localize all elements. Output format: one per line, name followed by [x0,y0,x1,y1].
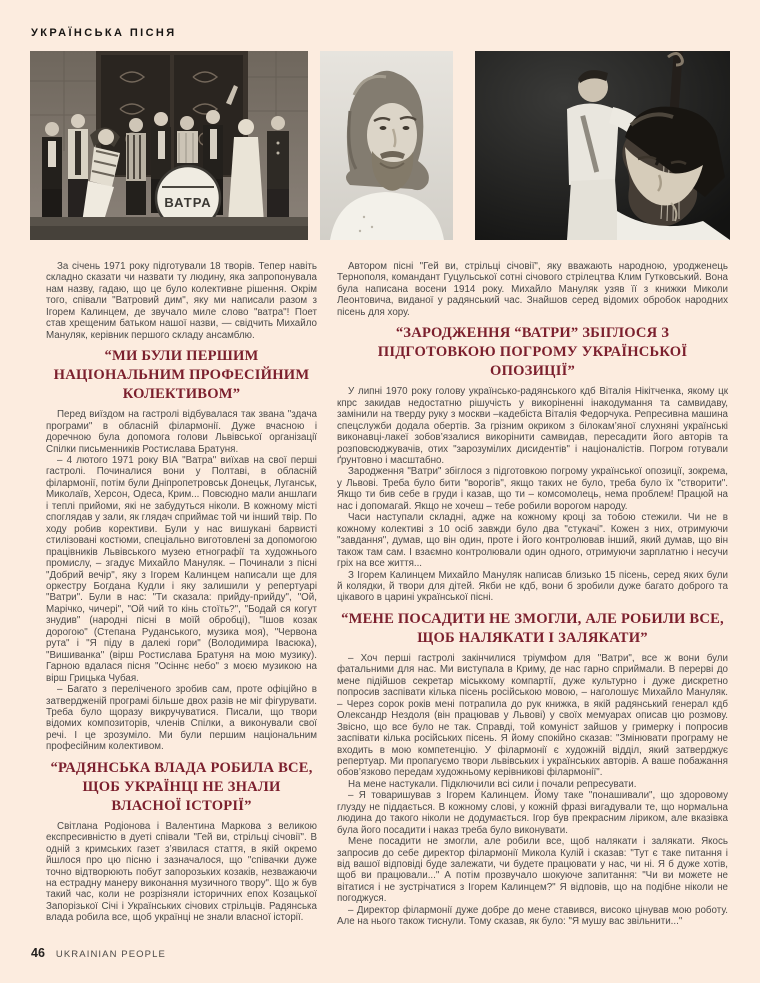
page-number: 46 [31,946,45,960]
article-paragraph: Світлана Родіонова і Валентина Маркова з великою експресивністю в дуеті співали "Гей ви, стрільці січовії". В одній з кримських газет з’явилася стаття, в якій окремо йшлося про цю пісню і зазначалося, що "співачки дуже точно відтворюють побут запорозьких козаків, незважаючи на естрадну манеру виконання музичного твору". Що ж був такий час, коли не розрізняли історичних епох Козацької Запорізької Січі і Українських січових стрільців. Радянська влада робила все, щоб українці не знали власної історії. [46,820,317,924]
article-paragraph: Мене посадити не змогли, але робили все, щоб налякати і залякати. Якось запросив до себе директор філармонії Микола Кулій і сказав: "Тут є таке питання і від вашої відповіді буде залежати, чи будете працювати у нас, чи ні. Я б дуже хотів, щоб ви працювали..." А потім прозвучало шокуюче запитання: "Чи ви можете не вітатися і не зустрічатися з Ігорем Калинцем?" Я відповів, що на подібне ніколи не погоджуся. [337,836,728,905]
portrait-photo [320,51,453,240]
section-heading: “ЗАРОДЖЕННЯ “ВАТРИ” ЗБІГЛОСЯ З ПІДГОТОВКОЮ ПОГРОМУ УКРАЇНСЬКОЇ ОПОЗИЦІЇ” [377,325,688,380]
vatra-band-photo [30,51,308,240]
article-paragraph: Автором пісні "Гей ви, стрільці січовії", яку вважають народною, уродженець Тернополя, командант Гуцульської сотні січового стрілецтва Клим Гутковський. Вона була написана восени 1914 року. Михайло Мануляк узяв її з книжки Миколи Леонтовича, виданої у радянський час. Знайшов серед відомих обробок народних пісень для хору. [337,261,728,318]
magazine-title: UKRAINIAN PEOPLE [55,949,166,960]
article-paragraph: У липні 1970 року голову українсько-радянського кдб Віталія Нікітченка, якому цк кпрс закидав недостатню рішучість у викоріненні інакодумання та самвидаву, замінили на тверду руку з москви –кадебіста Віталія Федорчука. Репресивна машина спецслужби додала обертів. За грізним окриком з білокам’яної слухняні українські виконавці-лакеї зобов’язалися викорінити самвидав, пересадити його авторів та розповсюджувачів, отих "зарозумілих дисидентів" і націоналістів. Погром готували ґрунтовно і масштабно. [337,386,728,466]
article-paragraph: Перед виїздом на гастролі відбувалася так звана "здача програми" в обласній філармонії. Дуже вчасною і доречною була допомога голови Львівської організації Спілки письменників Ростислава Братуня. [46,409,317,455]
article-paragraph: – Хоч перші гастролі закінчилися тріумфом для "Ватри", все ж вони були фатальними для нас. Ми виступала в Криму, де нас гарно сприймали. В перерві до мене підійшов секретар міськкому компартії, дуже культурно і дуже дискретно попросив заспівати кілька пісень російською мовою, – наголошує Михайло Мануляк. – Через сорок років мені потрапила до рук книжка, в якій радянський генерал кдб Олександр Нездоля (він працював у Львові) у своїх мемуарах описав цю розмову. Звісно, що все було не так. Справді, той комуніст зайшов у гримерку і попросив заспівати кілька російських пісень. Я йому спокійно сказав: "Змінювати програму не входить в мою компетенцію. У філармонії є художній відділ, який затверджує репертуар. Ми пропагуємо твори львівських і українських авторів. А ваше побажання обов’язково передам художньому керівникові філармонії". [337,652,728,779]
section-heading: “МИ БУЛИ ПЕРШИМ НАЦІОНАЛЬНИМ ПРОФЕСІЙНИМ КОЛЕКТИВОМ” [53,348,310,403]
article-paragraph: Часи наступали складні, адже на кожному кроці за тобою стежили. Чи не в кожному колективі з 10 осіб завжди було два "стукачі". Кожен з них, отримуючи "завдання", думав, що він один, проте і його контролював інший, який думав, що він також там сам. І взаємно контролювали один одного, отримуючи зарплатню і несучи гріх на все життя... [337,512,728,570]
section-heading: “РАДЯНСЬКА ВЛАДА РОБИЛА ВСЕ, ЩОБ УКРАЇНЦІ НЕ ЗНАЛИ ВЛАСНОЇ ІСТОРІЇ” [50,759,313,814]
page-footer [31,946,166,960]
article-paragraph: – Я товаришував з Ігорем Калинцем. Йому таке "понашивали", що здоровому глузду не піддається. В кожному слові, у кожній фразі вигадували те, що нормальна людина до такого ніколи не додумається. Ігор був прекрасним ліриком, але вказівка була його посадити і наказ треба було виконувати. [337,790,728,836]
article-paragraph: З Ігорем Калинцем Михайло Мануляк написав близько 15 пісень, серед яких були й колядки, й твори для дітей. Якби не кдб, вони б зробили дуже багато доброго та цікавого в царині української пісні. [337,569,728,604]
photo-strip [30,51,730,240]
article-column-left [46,261,317,924]
article-paragraph: Зародження "Ватри" збіглося з підготовкою погрому української опозиції, зокрема, у Львові. Треба було бити "ворогів", якщо таких не було, треба було їх "створити". Якщо ти бив себе в груди і казав, що ти – комсомолець, нема проблем! Працюй на нас і допомагай. Якщо не хочеш – тебе робили ворогом народу. [337,466,728,512]
page-title: УКРАЇНСЬКА ПІСНЯ [31,27,177,39]
article-paragraph: За січень 1971 року підготували 18 творів. Тепер навіть складно сказати чи назвати ту людину, яка запропонувала нам назву, гадаю, що це було колективне рішення. Окрім того, співали "Ватровий дим", яку ми написали разом з Ігорем Калинцем, де звучало миле слово "ватра"! Поет став хрещеним батьком нашої назви, — свідчить Михайло Мануляк, керівник першого складу ансамблю. [46,261,317,341]
drum-label: ВАТРА [164,195,212,210]
section-heading: “МЕНЕ ПОСАДИТИ НЕ ЗМОГЛИ, АЛЕ РОБИЛИ ВСЕ, ЩОБ НАЛЯКАТИ І ЗАЛЯКАТИ” [341,610,724,646]
article-column-right [337,261,728,928]
article-paragraph: На мене настукали. Підключили всі сили і почали репресувати. [348,778,637,790]
article-paragraph: – 4 лютого 1971 року ВІА "Ватра" виїхав на свої перші гастролі. Починалися вони у Полтаві, в обласній філармонії, потім були Дніпропетровськ Донецьк, Луганськ, Миколаїв, Херсон, Одеса, Крим... Повсюдно мали аншлаги і теплі прийоми, які не забудуться ніколи. В кожному місті споглядав у зали, як глядач сприймає той чи інший твір. По ходу робив корективи. Були у нас вишукані барвисті стилізовані костюми, спеціально виготовлені за допомогою працівників Львівського музею етнографії та художнього промислу, – згадує Михайло Мануляк. – Починали з пісні "Добрий вечір", яку з Ігорем Калинцем написали ще для оркестру Богдана Кудли і яку залишили у репертуарі "Ватри". Були в нас: "Ти сказала: прийду-прийду", "Ой, Марічко, чичері", "Ой чий то кінь стоїть?", "Бодай ся когут знудив" (народні пісні в моїй обробці), "Ішов козак дорогою" (Степана Руданського, музика моя), "Червона рута" і "Я піду в далекі гори" (Володимира Івасюка), "Вишиванка" (вірш Ростислава Братуня на мою музику). Гарною вдалася пісня "Осіннє небо" з моєю музикою на вірш Грицька Чубая. [46,454,317,684]
article-paragraph: – Багато з переліченого зробив сам, проте офіційно в затвердженій програмі більше двох разів не міг фігурувати. Треба було щоразу викручуватися. Писали, що твори відомих композиторів, членів Спілки, а виконували свої речі. І це зрозуміло. Ми були першим національним професійним колективом. [46,684,317,753]
double-bass-photo [475,51,730,240]
article-body [46,261,728,928]
article-paragraph: – Директор філармонії дуже добре до мене ставився, високо цінував мою роботу. Але на нього також тиснули. Тому сказав, як було: "Я мушу вас звільнити..." [337,904,728,928]
